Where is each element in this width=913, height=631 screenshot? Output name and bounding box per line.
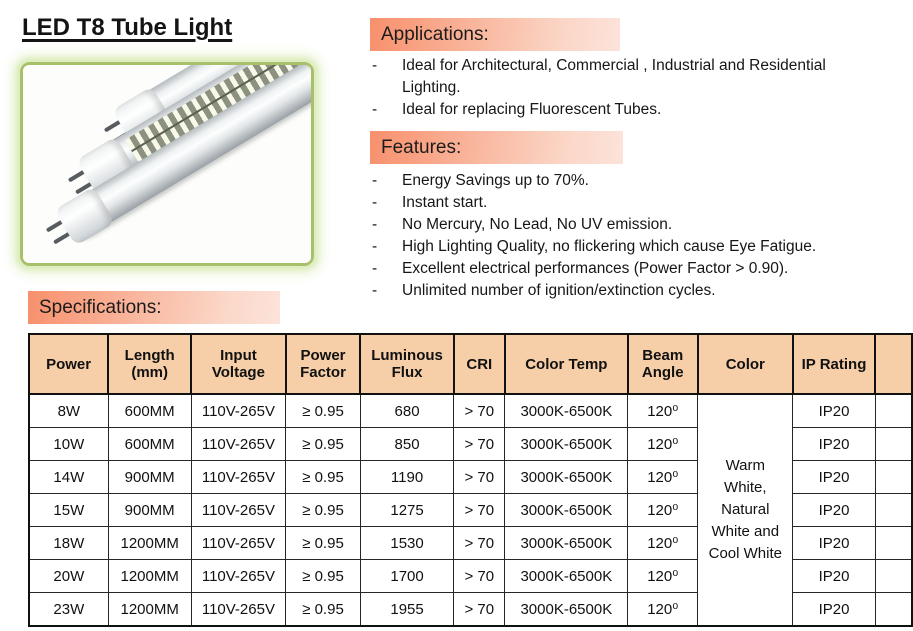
cell-pf: ≥ 0.95 bbox=[286, 593, 361, 627]
table-body bbox=[29, 394, 912, 626]
cell-voltage: 110V-265V bbox=[191, 527, 285, 560]
cell-flux: 1530 bbox=[360, 527, 453, 560]
cell-voltage: 110V-265V bbox=[191, 494, 285, 527]
clipped-edge-column-header bbox=[875, 334, 912, 394]
product-photo-canvas bbox=[23, 65, 311, 263]
list-item bbox=[372, 192, 877, 214]
column-header: CRI bbox=[454, 334, 505, 394]
cell-length: 900MM bbox=[108, 461, 191, 494]
list-item-text: Instant start. bbox=[402, 194, 488, 211]
cell-length: 1200MM bbox=[108, 593, 191, 627]
list-item-text: Ideal for replacing Fluorescent Tubes. bbox=[402, 101, 662, 118]
page-title: LED T8 Tube Light bbox=[22, 14, 233, 41]
cell-cri: > 70 bbox=[454, 394, 505, 428]
cell-temp: 3000K-6500K bbox=[505, 428, 628, 461]
cell-cri: > 70 bbox=[454, 527, 505, 560]
cell-temp: 3000K-6500K bbox=[505, 394, 628, 428]
list-item-text: Energy Savings up to 70%. bbox=[402, 172, 589, 189]
cell-pf: ≥ 0.95 bbox=[286, 461, 361, 494]
table-header bbox=[29, 334, 912, 394]
cell-beam: 120⁰ bbox=[628, 527, 698, 560]
cell-power: 15W bbox=[29, 494, 108, 527]
list-item bbox=[372, 55, 877, 99]
cell-ip: IP20 bbox=[793, 394, 875, 428]
cell-temp: 3000K-6500K bbox=[505, 461, 628, 494]
features-list bbox=[372, 170, 877, 302]
cell-length: 600MM bbox=[108, 428, 191, 461]
cell-cri: > 70 bbox=[454, 560, 505, 593]
bullet-dash: - bbox=[372, 260, 378, 277]
list-item-text: Excellent electrical performances (Power Factor > 0.90). bbox=[402, 260, 789, 277]
list-item bbox=[372, 236, 877, 258]
clipped-edge-cell bbox=[875, 593, 912, 627]
list-item bbox=[372, 214, 877, 236]
cell-temp: 3000K-6500K bbox=[505, 560, 628, 593]
cell-power: 20W bbox=[29, 560, 108, 593]
column-header: Luminous Flux bbox=[360, 334, 453, 394]
bullet-dash: - bbox=[372, 238, 378, 255]
cell-flux: 1955 bbox=[360, 593, 453, 627]
clipped-edge-cell bbox=[875, 428, 912, 461]
cell-pf: ≥ 0.95 bbox=[286, 560, 361, 593]
list-item bbox=[372, 280, 877, 302]
cell-length: 1200MM bbox=[108, 527, 191, 560]
cell-ip: IP20 bbox=[793, 593, 875, 627]
cell-length: 1200MM bbox=[108, 560, 191, 593]
cell-flux: 1275 bbox=[360, 494, 453, 527]
column-header: Color bbox=[698, 334, 793, 394]
cell-temp: 3000K-6500K bbox=[505, 593, 628, 627]
table-row bbox=[29, 394, 912, 428]
applications-list bbox=[372, 55, 877, 121]
cell-temp: 3000K-6500K bbox=[505, 494, 628, 527]
cell-flux: 850 bbox=[360, 428, 453, 461]
product-photo bbox=[20, 62, 314, 266]
cell-ip: IP20 bbox=[793, 527, 875, 560]
clipped-edge-cell bbox=[875, 560, 912, 593]
column-header: Beam Angle bbox=[628, 334, 698, 394]
cell-ip: IP20 bbox=[793, 461, 875, 494]
cell-beam: 120⁰ bbox=[628, 593, 698, 627]
specifications-table bbox=[28, 333, 913, 627]
cell-length: 900MM bbox=[108, 494, 191, 527]
list-item bbox=[372, 170, 877, 192]
cell-cri: > 70 bbox=[454, 428, 505, 461]
specifications-heading: Specifications: bbox=[28, 291, 280, 324]
clipped-edge-cell bbox=[875, 461, 912, 494]
bullet-dash: - bbox=[372, 194, 378, 211]
cell-power: 18W bbox=[29, 527, 108, 560]
cell-beam: 120⁰ bbox=[628, 461, 698, 494]
cell-voltage: 110V-265V bbox=[191, 593, 285, 627]
cell-voltage: 110V-265V bbox=[191, 394, 285, 428]
clipped-edge-cell bbox=[875, 527, 912, 560]
column-header: Power bbox=[29, 334, 108, 394]
cell-length: 600MM bbox=[108, 394, 191, 428]
color-merged-text: Warm White, Natural White and Cool White bbox=[708, 457, 782, 562]
column-header: Power Factor bbox=[286, 334, 361, 394]
clipped-edge-cell bbox=[875, 494, 912, 527]
features-heading: Features: bbox=[370, 131, 623, 164]
column-header: Length (mm) bbox=[108, 334, 191, 394]
column-header: Input Voltage bbox=[191, 334, 285, 394]
list-item bbox=[372, 258, 877, 280]
cell-power: 23W bbox=[29, 593, 108, 627]
cell-beam: 120⁰ bbox=[628, 494, 698, 527]
list-item-text: Unlimited number of ignition/extinction cycles. bbox=[402, 282, 716, 299]
list-item-text: No Mercury, No Lead, No UV emission. bbox=[402, 216, 673, 233]
cell-cri: > 70 bbox=[454, 593, 505, 627]
list-item-text: High Lighting Quality, no flickering which cause Eye Fatigue. bbox=[402, 238, 817, 255]
cell-ip: IP20 bbox=[793, 560, 875, 593]
cell-pf: ≥ 0.95 bbox=[286, 394, 361, 428]
bullet-dash: - bbox=[372, 282, 378, 299]
bullet-dash: - bbox=[372, 57, 378, 74]
cell-beam: 120⁰ bbox=[628, 428, 698, 461]
cell-voltage: 110V-265V bbox=[191, 428, 285, 461]
cell-cri: > 70 bbox=[454, 461, 505, 494]
cell-temp: 3000K-6500K bbox=[505, 527, 628, 560]
list-item-text: Ideal for Architectural, Commercial , Industrial and Residential Lighting. bbox=[402, 57, 826, 96]
cell-pf: ≥ 0.95 bbox=[286, 428, 361, 461]
bullet-dash: - bbox=[372, 101, 378, 118]
bullet-dash: - bbox=[372, 172, 378, 189]
cell-pf: ≥ 0.95 bbox=[286, 494, 361, 527]
cell-ip: IP20 bbox=[793, 494, 875, 527]
cell-power: 8W bbox=[29, 394, 108, 428]
cell-color-merged bbox=[698, 394, 793, 626]
cell-flux: 680 bbox=[360, 394, 453, 428]
bullet-dash: - bbox=[372, 216, 378, 233]
applications-heading: Applications: bbox=[370, 18, 620, 51]
cell-power: 14W bbox=[29, 461, 108, 494]
clipped-edge-cell bbox=[875, 394, 912, 428]
cell-beam: 120⁰ bbox=[628, 394, 698, 428]
cell-pf: ≥ 0.95 bbox=[286, 527, 361, 560]
cell-voltage: 110V-265V bbox=[191, 560, 285, 593]
cell-flux: 1190 bbox=[360, 461, 453, 494]
cell-cri: > 70 bbox=[454, 494, 505, 527]
list-item bbox=[372, 99, 877, 121]
cell-beam: 120⁰ bbox=[628, 560, 698, 593]
cell-voltage: 110V-265V bbox=[191, 461, 285, 494]
column-header: Color Temp bbox=[505, 334, 628, 394]
cell-flux: 1700 bbox=[360, 560, 453, 593]
cell-ip: IP20 bbox=[793, 428, 875, 461]
column-header: IP Rating bbox=[793, 334, 875, 394]
cell-power: 10W bbox=[29, 428, 108, 461]
